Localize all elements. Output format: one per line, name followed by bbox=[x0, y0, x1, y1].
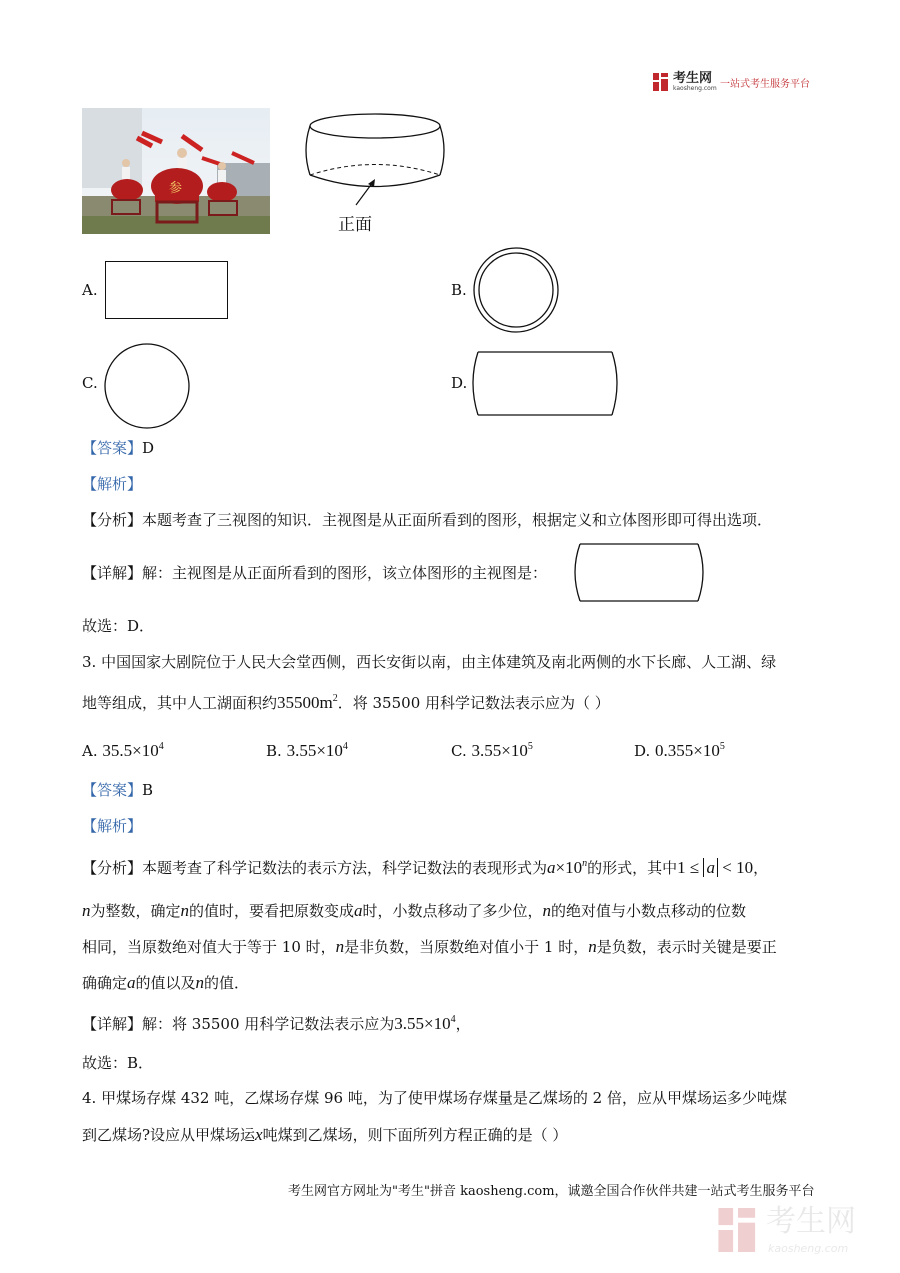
option-exponent: 5 bbox=[719, 741, 725, 752]
area-exponent: 2 bbox=[332, 693, 338, 704]
option-mantissa: 3.55×10 bbox=[286, 741, 343, 760]
q3-fenxi-line4 bbox=[82, 974, 249, 991]
analysis-tag: 【解析】 bbox=[82, 475, 143, 493]
q3-option-d[interactable] bbox=[634, 742, 725, 759]
header-tagline: 一站式考生服务平台 bbox=[720, 79, 810, 90]
fenxi-text: 本题考查了科学记数法的表示方法，科学记数法的表现形式为 bbox=[142, 859, 548, 877]
fenxi-text: 为整数，确定 bbox=[90, 902, 181, 920]
option-value bbox=[472, 741, 533, 760]
ineq-right: < 10 bbox=[717, 858, 754, 877]
fenxi-text: 是非负数，当原数绝对值小于 1 时， bbox=[344, 938, 589, 956]
logo-name: 考生网 bbox=[673, 71, 713, 86]
times-ten: ×10 bbox=[555, 858, 583, 877]
option-value bbox=[655, 741, 725, 760]
var-n: n bbox=[180, 901, 190, 920]
fenxi-text: 的值以及 bbox=[135, 974, 196, 992]
xiangjie-barrel-figure bbox=[572, 541, 706, 605]
ineq-left: 1 ≤ bbox=[677, 858, 704, 877]
front-label: 正面 bbox=[338, 215, 372, 235]
q3-conclusion: 故选：B． bbox=[82, 1054, 154, 1072]
option-b-label[interactable]: B. bbox=[451, 281, 467, 299]
var-a: a bbox=[127, 973, 136, 992]
drum-character: 参 bbox=[169, 181, 183, 196]
watermark-name: 考生网 bbox=[766, 1204, 856, 1239]
footer-text: 考生网官方网址为"考生"拼音 kaosheng.com，诚邀全国合作伙伴共建一站式考生服务平台 bbox=[288, 1184, 815, 1199]
fenxi-text: 的形式，其中 bbox=[587, 859, 678, 877]
q4-stem-line1: 4. 甲煤场存煤 432 吨，乙煤场存煤 96 吨，为了使甲煤场存煤量是乙煤场的 2 倍，应从甲煤场运多少吨煤 bbox=[82, 1089, 787, 1107]
xiangjie-tag: 【详解】 bbox=[82, 564, 143, 582]
option-d-label[interactable]: D. bbox=[451, 374, 468, 392]
option-label: A. bbox=[82, 742, 98, 760]
option-b-double-circle bbox=[471, 245, 561, 335]
area-value bbox=[277, 693, 338, 712]
watermark-domain: kaosheng.com bbox=[768, 1242, 849, 1255]
q4-stem-line2 bbox=[82, 1126, 567, 1143]
area-number: 35500m bbox=[277, 693, 333, 712]
xiangjie-text: 解：主视图是从正面所看到的图形，该立体图形的主视图是： bbox=[142, 564, 548, 582]
option-exponent: 4 bbox=[158, 741, 164, 752]
fenxi-text: 的绝对值与小数点移动的位数 bbox=[551, 902, 747, 920]
option-exponent: 4 bbox=[342, 741, 348, 752]
kaosheng-logo-icon bbox=[652, 72, 670, 92]
fenxi-text: 本题考查了三视图的知识．主视图是从正面所看到的图形，根据定义和立体图形即可得出选项． bbox=[142, 511, 773, 529]
answer-tag: 【答案】 bbox=[82, 781, 143, 799]
fenxi-text: 相同，当原数绝对值大于等于 10 时， bbox=[82, 938, 336, 956]
xiangjie-tag: 【详解】 bbox=[82, 1015, 143, 1033]
q3-fenxi-line2 bbox=[82, 902, 746, 919]
var-n: n bbox=[195, 973, 205, 992]
var-n: n bbox=[588, 937, 597, 956]
xiangjie-value bbox=[394, 1014, 455, 1033]
q3-stem-line2 bbox=[82, 694, 610, 711]
var-a: a bbox=[706, 858, 715, 877]
q3-option-a[interactable] bbox=[82, 742, 164, 759]
fenxi-text: 的值． bbox=[204, 974, 250, 992]
var-a: a bbox=[354, 901, 363, 920]
option-value bbox=[102, 741, 163, 760]
q2-conclusion: 故选：D． bbox=[82, 617, 155, 635]
value-mantissa: 3.55×10 bbox=[394, 1014, 451, 1033]
answer-value: D bbox=[142, 439, 155, 457]
var-n: n bbox=[335, 937, 345, 956]
fenxi-text: 是负数，表示时关键是要正 bbox=[596, 938, 777, 956]
fenxi-tag: 【分析】 bbox=[82, 859, 143, 877]
option-label: D. bbox=[634, 742, 651, 760]
var-a: a bbox=[547, 858, 556, 877]
q3-option-b[interactable] bbox=[266, 742, 348, 759]
q2-xiangjie bbox=[82, 566, 547, 581]
q3-fenxi-line3 bbox=[82, 938, 777, 955]
option-a-label[interactable]: A. bbox=[82, 281, 98, 299]
q3-xiangjie bbox=[82, 1015, 471, 1032]
var-n: n bbox=[82, 901, 91, 920]
option-mantissa: 0.355×10 bbox=[655, 741, 720, 760]
drum-photo bbox=[82, 108, 270, 234]
watermark-logo-icon bbox=[716, 1205, 760, 1255]
analysis-tag: 【解析】 bbox=[82, 817, 143, 835]
q2-answer bbox=[82, 441, 154, 456]
watermark-logo bbox=[716, 1205, 886, 1257]
value-exponent: 4 bbox=[450, 1014, 456, 1025]
fenxi-tag: 【分析】 bbox=[82, 511, 143, 529]
drum-3d-diagram bbox=[300, 108, 455, 208]
option-mantissa: 35.5×10 bbox=[102, 741, 159, 760]
q3-option-c[interactable] bbox=[451, 742, 533, 759]
comma: ， bbox=[455, 1015, 471, 1033]
option-c-label[interactable]: C. bbox=[82, 374, 98, 392]
q4-stem-question: 吨煤到乙煤场，则下面所列方程正确的是（ ） bbox=[262, 1126, 568, 1144]
option-d-barrel bbox=[470, 349, 620, 419]
fenxi-text: 确确定 bbox=[82, 974, 128, 992]
option-label: C. bbox=[451, 742, 467, 760]
fenxi-text: 的值时，要看把原数变成 bbox=[189, 902, 355, 920]
q2-fenxi bbox=[82, 513, 772, 528]
q4-stem-text: 到乙煤场?设应从甲煤场运 bbox=[82, 1126, 256, 1144]
q3-answer bbox=[82, 783, 153, 798]
logo-domain: kaosheng.com bbox=[673, 85, 717, 92]
var-n: n bbox=[582, 858, 588, 869]
option-value bbox=[287, 741, 348, 760]
fenxi-text: 时，小数点移动了多少位， bbox=[362, 902, 543, 920]
option-a-rectangle bbox=[105, 261, 228, 319]
answer-tag: 【答案】 bbox=[82, 439, 143, 457]
option-mantissa: 3.55×10 bbox=[471, 741, 528, 760]
q3-fenxi-line1 bbox=[82, 859, 768, 876]
answer-value: B bbox=[142, 781, 154, 799]
xiangjie-text: 解：将 35500 用科学记数法表示应为 bbox=[142, 1015, 395, 1033]
comma: ， bbox=[753, 859, 769, 877]
header-logo[interactable] bbox=[652, 71, 822, 95]
var-n: n bbox=[542, 901, 552, 920]
option-exponent: 5 bbox=[527, 741, 533, 752]
sci-form bbox=[547, 858, 587, 877]
q3-stem-line1: 3. 中国国家大剧院位于人民大会堂西侧，西长安街以南，由主体建筑及南北两侧的水下长廊、人工湖、绿 bbox=[82, 653, 777, 671]
inequality bbox=[677, 858, 753, 877]
q3-stem-question: ．将 35500 用科学记数法表示应为（ ） bbox=[337, 694, 610, 712]
option-c-circle bbox=[102, 341, 192, 431]
option-label: B. bbox=[266, 742, 282, 760]
q3-stem-text: 地等组成，其中人工湖面积约 bbox=[82, 694, 278, 712]
var-x: x bbox=[255, 1125, 263, 1144]
